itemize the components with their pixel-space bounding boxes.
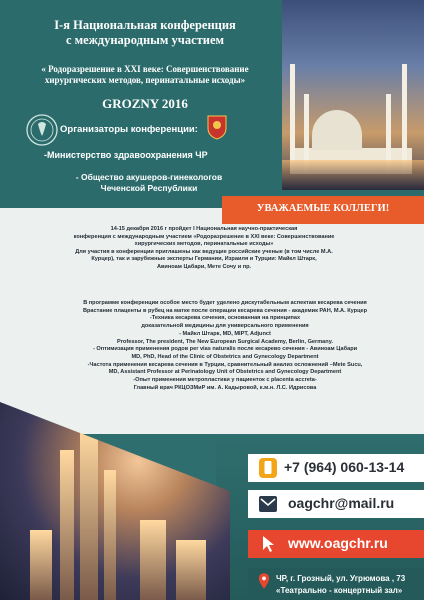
website-url[interactable]: www.oagchr.ru — [288, 535, 388, 551]
program-line: - Майкл Штарк, MD, MIPT, Adjunct — [179, 330, 271, 337]
program-line: - Оптимизация применения родов per vias naturalis после кесарево сечения - Авиноам Цабари — [92, 346, 358, 353]
envelope-icon — [258, 493, 278, 515]
program-line: В программе конференции особое место будет уделено дискутабельным аспектам кесарева сечения — [83, 300, 367, 306]
tower — [60, 450, 74, 600]
website-contact[interactable] — [248, 530, 424, 558]
program-line: MD, PhD, Head of the Clinic of Obstetrics and Gynecology Department — [131, 353, 319, 360]
program-text — [40, 300, 410, 392]
minaret-right — [402, 64, 407, 174]
intro-line: Авиноам Цабари, Мете Сочу и пр. — [156, 263, 252, 270]
program-line: Врастание плаценты в рубец на матке после операции кесарева сечения - академик РАН, М.А. Курцер — [82, 307, 368, 314]
organizers-title: Организаторы конференции: — [60, 124, 198, 135]
body-strip — [0, 208, 222, 224]
address-contact-bg — [248, 568, 424, 600]
phone-icon — [258, 457, 278, 479]
city-year: GROZNY 2016 — [102, 96, 188, 111]
intro-line: хирургических методов, перинатальные исходы» — [134, 241, 274, 248]
address-line2: «Театрально - концертный зал» — [276, 586, 403, 595]
mosque-photo — [282, 0, 424, 190]
conference-title-line1: I-я Национальная конференция — [54, 18, 236, 32]
email-address[interactable]: oagchr@mail.ru — [288, 495, 395, 511]
conference-title-line2: с международным участием — [65, 33, 225, 47]
conference-title — [16, 18, 274, 48]
minaret-left — [290, 64, 295, 174]
address-contact — [248, 568, 424, 600]
intro-line: конференция с международным участием «Родоразрешение в XXI веке: Совершенствование — [73, 233, 335, 240]
conference-theme-line2: хирургических методов, перинатальные исходы» — [44, 75, 246, 85]
email-contact[interactable] — [248, 490, 424, 518]
program-line: -Опыт применения метропластики у пациенток с placenta accreta- — [133, 377, 317, 384]
greeting-text: УВАЖАЕМЫЕ КОЛЛЕГИ! — [256, 203, 390, 214]
organizer-society-line1: - Общество акушеров-гинекологов — [75, 172, 223, 182]
sunset-glow — [282, 160, 424, 190]
phone-number[interactable]: +7 (964) 060-13-14 — [284, 459, 405, 475]
conference-theme — [10, 64, 280, 86]
intro-line: Курцер), так и зарубежные эксперты Германии, Израиля и Турции: Майкл Штарк, — [91, 256, 317, 263]
organizer-ministry: -Министерство здравоохранения ЧР — [44, 150, 208, 160]
program-line: Professor, The president, The New European Surgical Academy, Berlin, Germany. — [117, 338, 333, 345]
tower — [140, 520, 166, 600]
tower — [176, 540, 206, 600]
greeting-banner — [222, 196, 424, 224]
program-line: Главный врач РКЦОЗМиР им. А. Кадыровой, к.м.н. Л.С. Идрисова — [133, 384, 317, 391]
mosque-dome — [312, 110, 362, 150]
tower — [30, 530, 52, 600]
program-line: -Техника кесарева сечения, основанная на принципах — [149, 315, 301, 322]
organizer-society-line2: Чеченской Республики — [100, 182, 198, 193]
conference-theme-line1: « Родоразрешение в XXI веке: Совершенствование — [41, 64, 249, 74]
tower — [104, 470, 116, 600]
organizer-society — [44, 172, 254, 193]
program-line: -Частота применения кесарева сечения в Турции, сравнительный анализ осложнений –Mete Sucu, — [87, 361, 363, 368]
intro-line: Для участия в конференции приглашены как ведущие российские ученые (в том числе М.А. — [75, 248, 333, 255]
map-pin-icon — [258, 572, 270, 590]
phone-contact[interactable] — [248, 454, 424, 482]
society-logo-icon — [24, 112, 60, 148]
tower — [80, 430, 98, 600]
cursor-icon — [258, 533, 278, 555]
intro-text — [44, 226, 364, 272]
program-line: доказательной медицины для универсального применения — [141, 323, 309, 330]
program-line: MD, Assistant Professor at Perinatology Unit of Obstetrics and Gynecology Department — [108, 369, 342, 376]
intro-line: 14-15 декабря 2016 г пройдет I Национальная научно-практическая — [110, 226, 298, 232]
address-line1: ЧР, г. Грозный, ул. Угрюмова , 73 — [276, 574, 406, 583]
